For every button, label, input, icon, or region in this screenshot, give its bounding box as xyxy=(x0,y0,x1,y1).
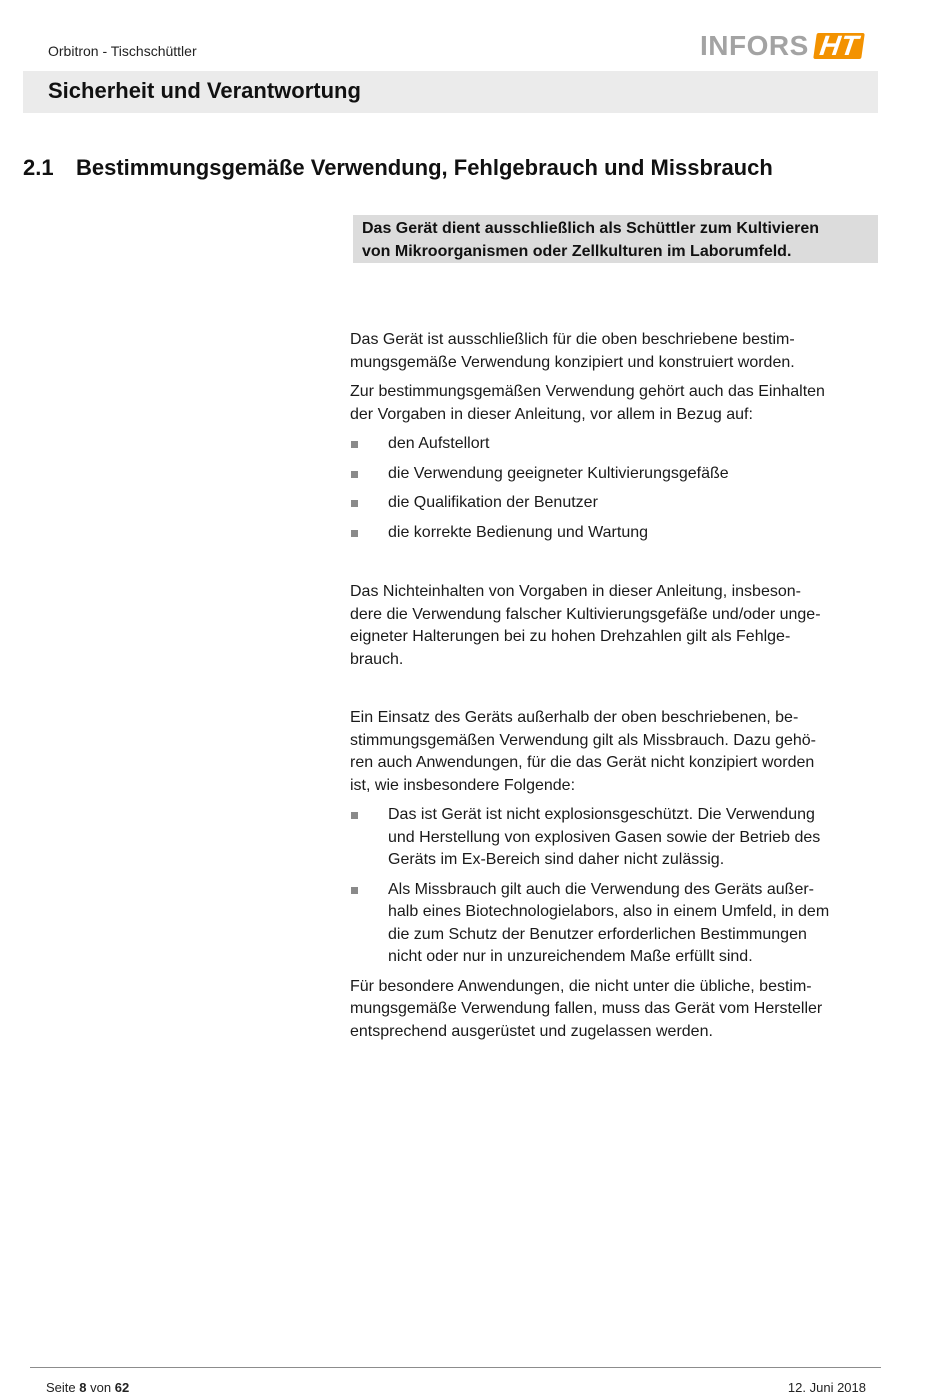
text-line: Geräts im Ex-Bereich sind daher nicht zulässig. xyxy=(388,851,725,868)
highlight-box xyxy=(353,215,878,263)
list-item xyxy=(350,522,882,545)
logo-text-main: INFORS xyxy=(700,30,809,61)
text-line: eigneter Halterungen bei zu hohen Drehzahlen gilt als Fehlge- xyxy=(350,628,791,645)
text-line: ren auch Anwendungen, für die das Gerät nicht konzipiert worden xyxy=(350,754,815,771)
text-line: Zur bestimmungsgemäßen Verwendung gehört auch das Einhalten xyxy=(350,383,825,400)
misuse-list xyxy=(350,804,882,969)
product-name: Orbitron - Tischschüttler xyxy=(48,43,197,59)
page-separator: von xyxy=(90,1380,112,1395)
highlight-line: von Mikroorganismen oder Zellkulturen im Laborumfeld. xyxy=(362,243,792,260)
paragraph-special-applications xyxy=(350,976,882,1044)
page-prefix: Seite xyxy=(46,1380,76,1395)
list-item xyxy=(350,433,882,456)
square-bullet-icon xyxy=(351,471,358,478)
text-line: Das Nichteinhalten von Vorgaben in dieser Anleitung, insbeson- xyxy=(350,583,801,600)
text-line: mungsgemäße Verwendung konzipiert und konstruiert worden. xyxy=(350,353,795,371)
page-current: 8 xyxy=(79,1380,87,1395)
paragraph-requirements xyxy=(350,381,882,426)
section-number: 2.1 xyxy=(23,155,54,180)
square-bullet-icon xyxy=(351,530,358,537)
text-line: Für besondere Anwendungen, die nicht unter die übliche, bestim- xyxy=(350,977,812,995)
list-item xyxy=(350,804,882,872)
section-heading xyxy=(23,155,773,181)
list-item-text: die Qualifikation der Benutzer xyxy=(388,494,598,511)
footer-divider xyxy=(30,1367,881,1368)
faulty-use-block xyxy=(350,581,882,678)
paragraph-misuse xyxy=(350,707,882,797)
text-line: Als Missbrauch gilt auch die Verwendung des Geräts außer- xyxy=(388,880,814,898)
text-line: Ein Einsatz des Geräts außerhalb der oben beschriebenen, be- xyxy=(350,709,799,726)
square-bullet-icon xyxy=(351,441,358,448)
text-line: entsprechend ausgerüstet und zugelassen werden. xyxy=(350,1022,713,1040)
text-line: und Herstellung von explosiven Gasen sowie der Betrieb des xyxy=(388,828,821,846)
text-line: halb eines Biotechnologielabors, also in einem Umfeld, in dem xyxy=(388,903,830,920)
page-total: 62 xyxy=(114,1380,130,1395)
misuse-block xyxy=(350,707,882,1050)
text-line: stimmungsgemäßen Verwendung gilt als Missbrauch. Dazu gehö- xyxy=(350,731,817,749)
intended-use-block xyxy=(350,329,882,551)
page-number xyxy=(46,1380,129,1395)
paragraph-intended-use xyxy=(350,329,882,374)
list-item-text: die Verwendung geeigneter Kultivierungsgefäße xyxy=(388,464,729,482)
logo-text-accent: HT xyxy=(813,33,865,59)
section-title: Bestimmungsgemäße Verwendung, Fehlgebrauch und Missbrauch xyxy=(76,155,773,180)
text-line: Das Gerät ist ausschließlich für die oben beschriebene bestim- xyxy=(350,331,795,348)
text-line: dere die Verwendung falscher Kultivierungsgefäße und/oder unge- xyxy=(350,605,821,623)
list-item xyxy=(350,879,882,969)
list-item xyxy=(350,463,882,486)
chapter-title: Sicherheit und Verantwortung xyxy=(48,78,361,103)
text-line: ist, wie insbesondere Folgende: xyxy=(350,776,576,794)
text-line: der Vorgaben in dieser Anleitung, vor allem in Bezug auf: xyxy=(350,405,753,423)
text-line: nicht oder nur in unzureichendem Maße erfüllt sind. xyxy=(388,948,753,965)
highlight-line: Das Gerät dient ausschließlich als Schüttler zum Kultivieren xyxy=(362,220,820,237)
paragraph-faulty-use xyxy=(350,581,882,671)
list-item xyxy=(350,492,882,515)
document-date: 12. Juni 2018 xyxy=(787,1380,866,1395)
text-line: mungsgemäße Verwendung fallen, muss das Gerät vom Hersteller xyxy=(350,1000,823,1017)
text-line: die zum Schutz der Benutzer erforderlichen Bestimmungen xyxy=(388,925,807,943)
text-line: brauch. xyxy=(350,650,404,668)
square-bullet-icon xyxy=(351,812,358,819)
list-item-text: die korrekte Bedienung und Wartung xyxy=(388,523,649,541)
square-bullet-icon xyxy=(351,500,358,507)
infors-ht-logo xyxy=(700,30,863,62)
requirements-list xyxy=(350,433,882,544)
square-bullet-icon xyxy=(351,887,358,894)
list-item-text: den Aufstellort xyxy=(388,435,490,452)
text-line: Das ist Gerät ist nicht explosionsgeschützt. Die Verwendung xyxy=(388,806,815,823)
